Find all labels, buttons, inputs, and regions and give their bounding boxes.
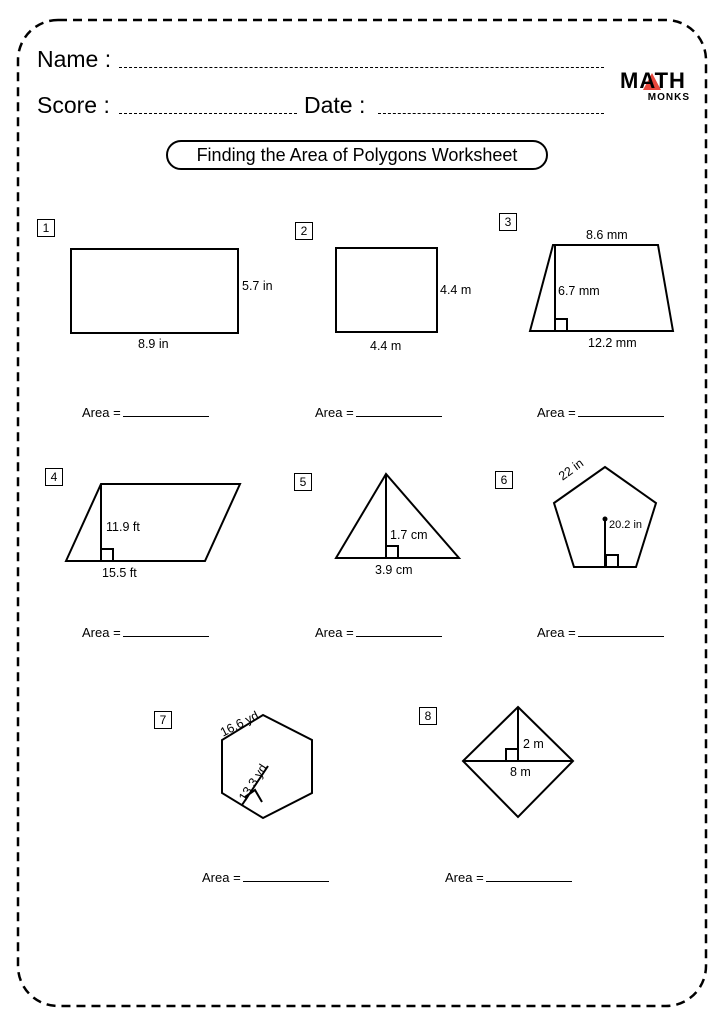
dimension-label: 8.6 mm <box>586 228 628 242</box>
dimension-label: 3.9 cm <box>375 563 413 577</box>
dimension-label: 22 in <box>556 456 587 484</box>
dimension-label: 5.7 in <box>242 279 273 293</box>
pentagon-center-dot <box>603 517 608 522</box>
answer-field[interactable]: Area = <box>202 870 329 885</box>
problem-number: 1 <box>37 219 55 237</box>
answer-field[interactable]: Area = <box>315 405 442 420</box>
dimension-label: 13.3 yd <box>236 761 271 804</box>
problem-number: 5 <box>294 473 312 491</box>
name-field[interactable] <box>119 67 604 68</box>
date-field[interactable] <box>378 113 604 114</box>
worksheet-title: Finding the Area of Polygons Worksheet <box>166 140 548 170</box>
dimension-label: 2 m <box>523 737 544 751</box>
dimension-label: 20.2 in <box>609 519 643 531</box>
answer-field[interactable]: Area = <box>537 625 664 640</box>
name-label: Name : <box>37 46 112 72</box>
answer-field[interactable]: Area = <box>82 405 209 420</box>
problem-number: 8 <box>419 707 437 725</box>
problem-number: 7 <box>154 711 172 729</box>
shape-parallelogram <box>66 484 240 561</box>
right-angle-marker <box>386 546 398 558</box>
dimension-label: 8 m <box>510 765 531 779</box>
shape-rectangle <box>71 249 238 333</box>
dimension-label: 8.9 in <box>138 337 169 351</box>
dimension-label: 1.7 cm <box>390 528 428 542</box>
problem-number: 4 <box>45 468 63 486</box>
logo-brand-bottom: MONKS <box>647 92 690 103</box>
problem-number: 3 <box>499 213 517 231</box>
dimension-label: 15.5 ft <box>102 566 137 580</box>
right-angle-marker <box>101 549 113 561</box>
dimension-label: 4.4 m <box>440 283 472 297</box>
dimension-label: 12.2 mm <box>588 336 637 350</box>
right-angle-marker <box>506 749 518 761</box>
dimension-label: 16.6 yd <box>218 708 261 740</box>
date-label: Date : <box>304 92 366 118</box>
problem-number: 2 <box>295 222 313 240</box>
right-angle-marker <box>606 555 618 567</box>
dimension-label: 11.9 ft <box>106 520 140 534</box>
problem-number: 6 <box>495 471 513 489</box>
answer-field[interactable]: Area = <box>537 405 664 420</box>
shape-trapezoid <box>530 245 673 331</box>
score-label: Score : <box>37 92 110 118</box>
logo-brand-top: MATH <box>620 68 686 93</box>
score-field[interactable] <box>119 113 297 114</box>
logo <box>620 70 690 103</box>
answer-field[interactable]: Area = <box>315 625 442 640</box>
answer-field[interactable]: Area = <box>82 625 209 640</box>
shape-square <box>336 248 437 332</box>
right-angle-marker <box>555 319 567 331</box>
dimension-label: 6.7 mm <box>558 284 600 298</box>
dimension-label: 4.4 m <box>370 339 402 353</box>
answer-field[interactable]: Area = <box>445 870 572 885</box>
